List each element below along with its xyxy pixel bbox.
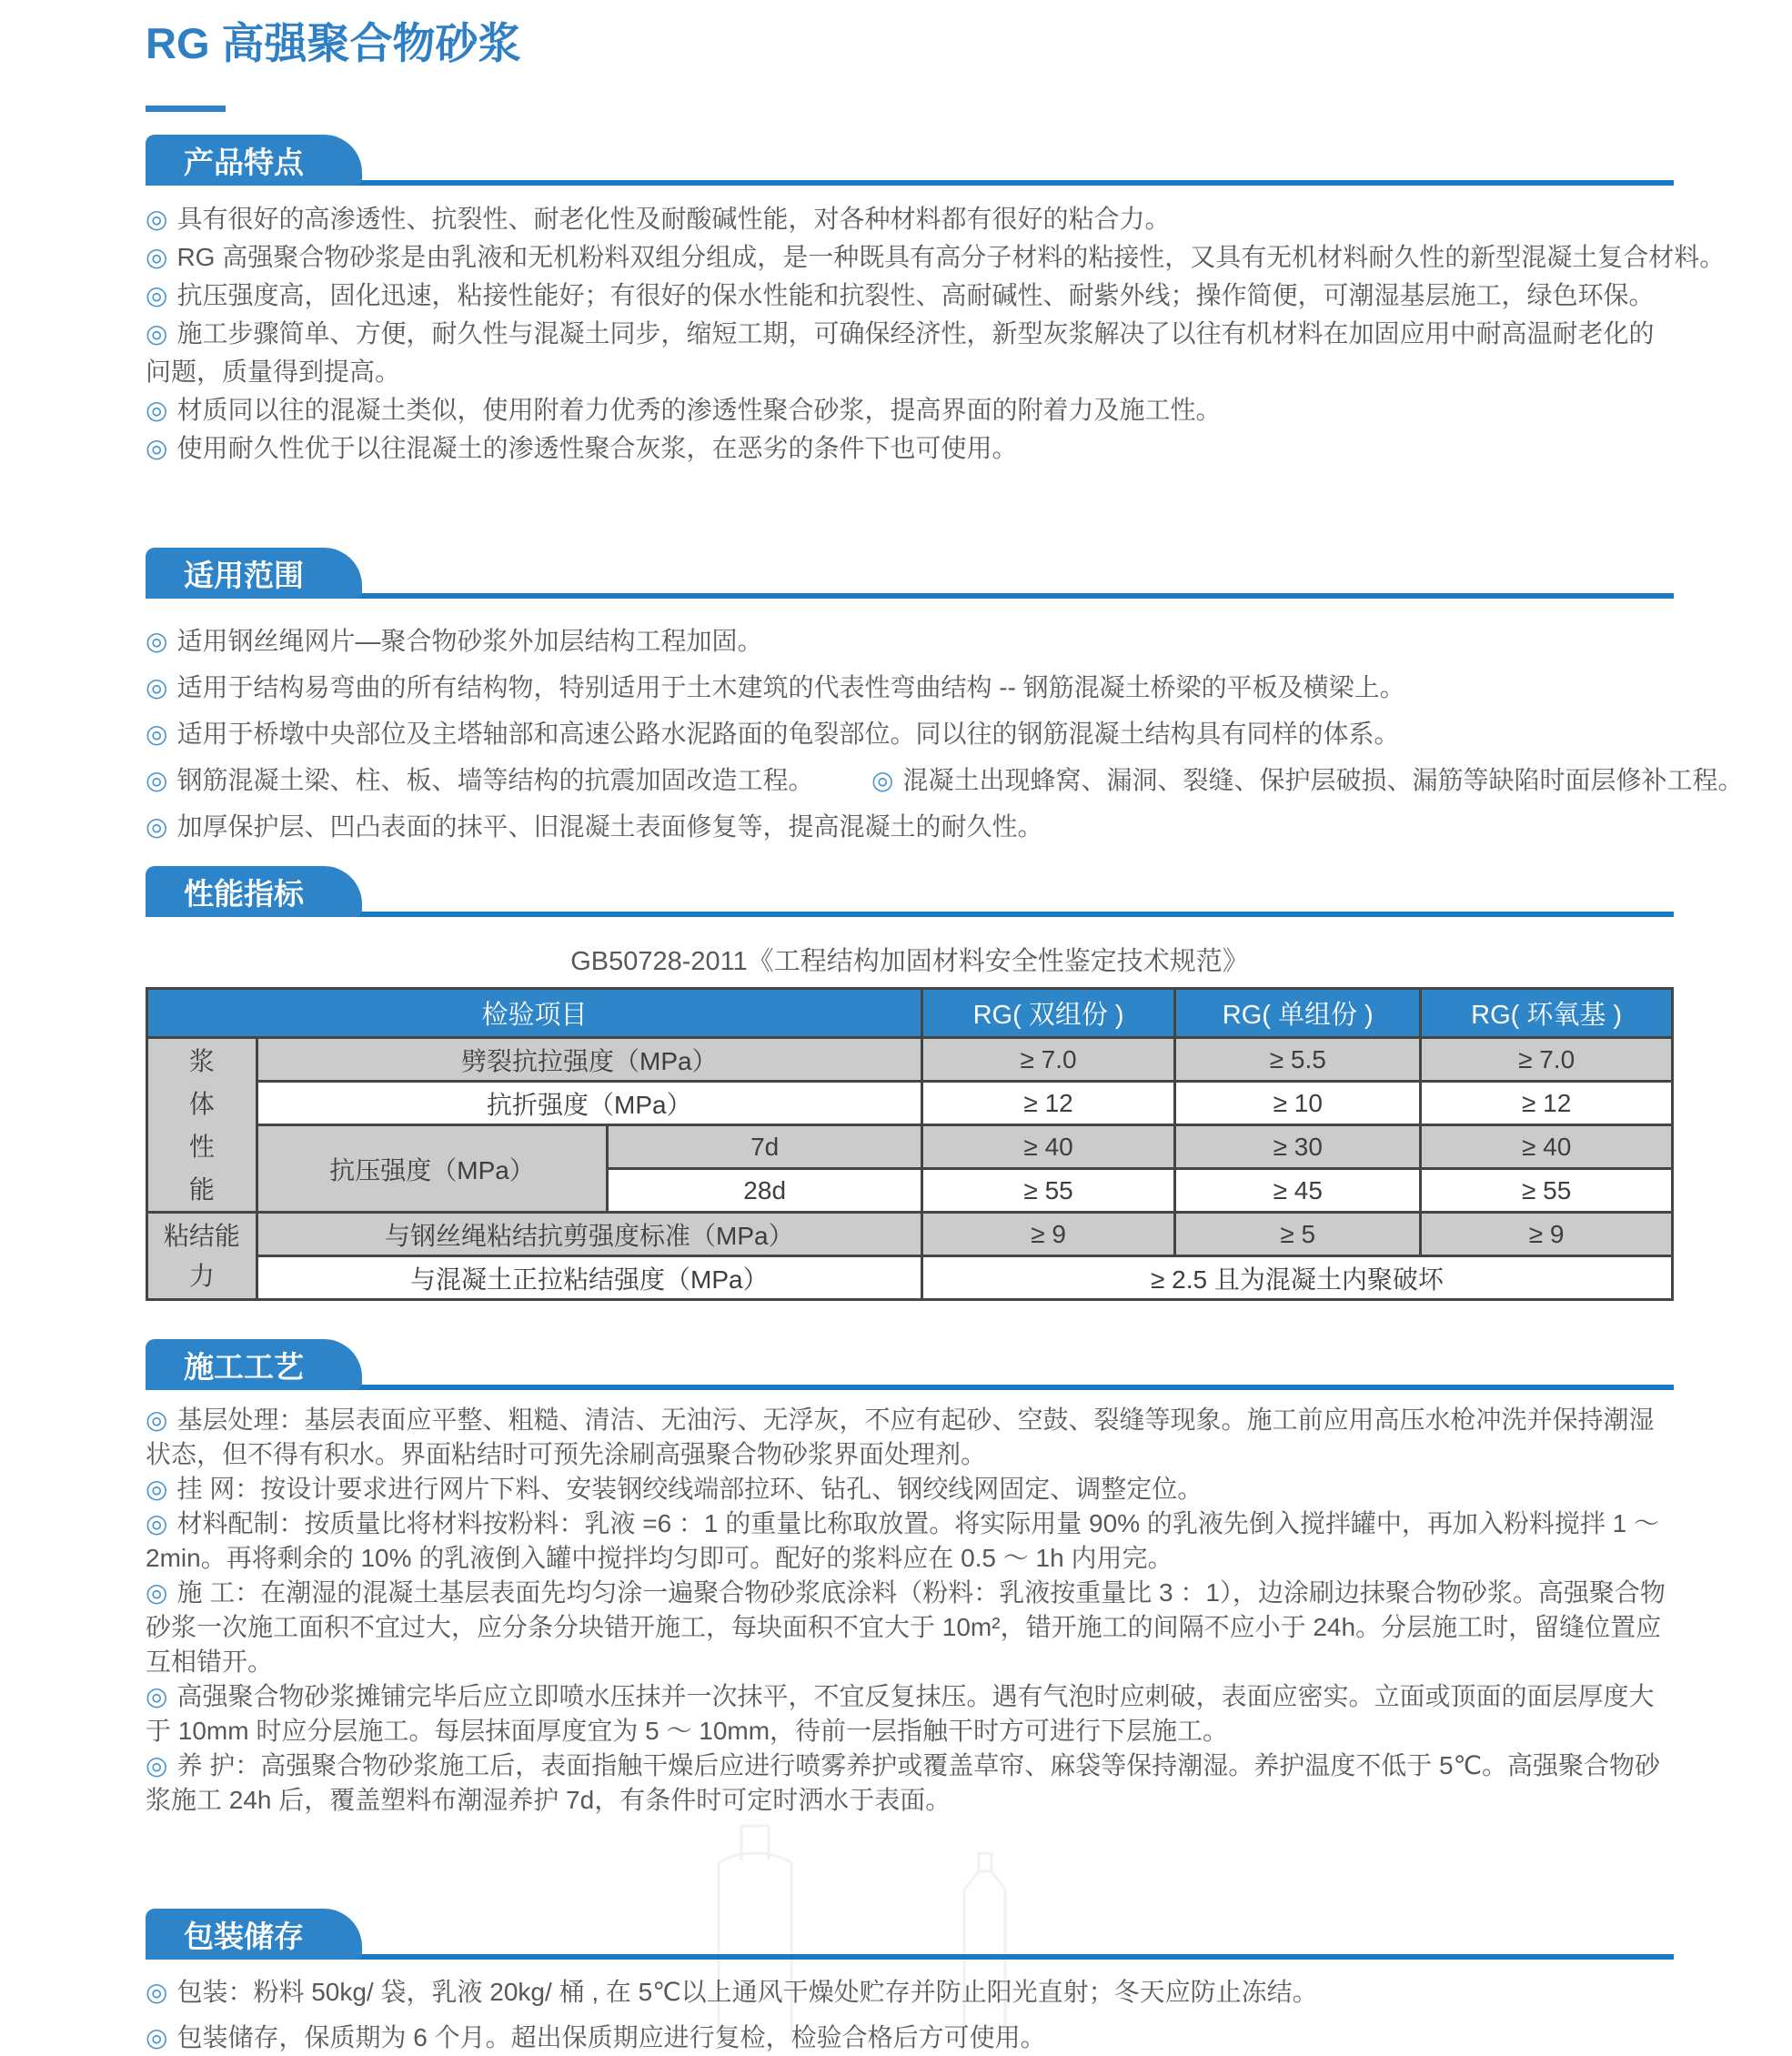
row-sublabel: 7d <box>608 1125 921 1169</box>
table-header-rg-dual: RG( 双组份 ) <box>921 989 1174 1038</box>
table-cell: ≥ 5 <box>1175 1213 1421 1256</box>
section-header-performance <box>146 866 1674 917</box>
feature-text: 使用耐久性优于以往混凝土的渗透性聚合灰浆，在恶劣的条件下也可使用。 <box>176 434 1018 462</box>
scope-item <box>146 808 1674 846</box>
storage-list <box>146 1974 1674 2056</box>
scope-text: 适用钢丝绳网片—聚合物砂浆外加层结构工程加固。 <box>176 627 763 655</box>
bullet-icon: ◎ <box>146 281 168 309</box>
performance-table <box>146 987 1674 1301</box>
group-label-paste: 浆体性能 <box>147 1038 257 1213</box>
process-text: 高强聚合物砂浆摊铺完毕后应立即喷水压抹并一次抹平，不宜反复抹压。遇有气泡时应刺破，表面应密实。立面或顶面的面层厚度大于 10mm 时应分层施工。每层抹面厚度宜为 5 ～ 10mm，待前一层指触干时方可进行下层施工。 <box>146 1682 1655 1745</box>
process-list <box>146 1403 1674 1818</box>
table-cell: ≥ 30 <box>1175 1125 1421 1169</box>
feature-text: 具有很好的高渗透性、抗裂性、耐老化性及耐酸碱性能，对各种材料都有很好的粘合力。 <box>176 205 1171 233</box>
process-item <box>146 1472 1674 1507</box>
section-badge-process: 施工工艺 <box>146 1339 362 1390</box>
scope-item <box>146 715 1674 753</box>
section-badge-scope: 适用范围 <box>146 548 362 599</box>
process-text: 材料配制：按质量比将材料按粉料：乳液 =6 ：1 的重量比称取放置。将实际用量 90% 的乳液先倒入搅拌罐中，再加入粉料搅拌 1 ～ 2min。再将剩余的 10% 的乳液倒入罐中搅拌均匀即可。配好的浆料应在 0.5 ～ 1h 内用完。 <box>146 1509 1660 1572</box>
feature-text: 抗压强度高，固化迅速，粘接性能好；有很好的保水性能和抗裂性、高耐碱性、耐紫外线；操作简便，可潮湿基层施工，绿色环保。 <box>176 281 1655 309</box>
feature-item <box>146 315 1674 391</box>
feature-item <box>146 391 1674 429</box>
table-cell: ≥ 7.0 <box>921 1038 1174 1082</box>
table-row <box>147 1213 1673 1256</box>
table-cell: ≥ 45 <box>1175 1169 1421 1213</box>
bullet-icon: ◎ <box>146 243 168 271</box>
page <box>0 20 1792 2056</box>
page-title: RG 高强聚合物砂浆 <box>146 19 521 67</box>
bullet-icon: ◎ <box>146 1475 168 1503</box>
scope-text: 钢筋混凝土梁、柱、板、墙等结构的抗震加固改造工程。 <box>176 766 814 794</box>
table-cell: ≥ 40 <box>921 1125 1174 1169</box>
row-label: 与钢丝绳粘结抗剪强度标准（MPa） <box>257 1213 921 1256</box>
section-header-storage <box>146 1909 1674 1960</box>
scope-item-dual <box>146 761 1744 800</box>
feature-text: 材质同以往的混凝土类似，使用附着力优秀的渗透性聚合砂浆，提高界面的附着力及施工性。 <box>176 396 1222 424</box>
section-badge-performance: 性能指标 <box>146 866 362 917</box>
table-cell: ≥ 9 <box>1421 1213 1673 1256</box>
title-underline <box>146 106 226 112</box>
table-cell: ≥ 9 <box>921 1213 1174 1256</box>
table-row <box>147 1038 1673 1082</box>
section-header-scope <box>146 548 1674 599</box>
bullet-icon: ◎ <box>146 1682 168 1710</box>
bullet-icon: ◎ <box>146 205 168 233</box>
scope-text: 加厚保护层、凹凸表面的抹平、旧混凝土表面修复等，提高混凝土的耐久性。 <box>176 812 1043 841</box>
row-label: 与混凝土正拉粘结强度（MPa） <box>257 1256 921 1300</box>
feature-item <box>146 277 1674 315</box>
feature-item <box>146 429 1674 468</box>
table-cell: ≥ 12 <box>1421 1082 1673 1125</box>
process-text: 养 护：高强聚合物砂浆施工后，表面指触干燥后应进行喷雾养护或覆盖草帘、麻袋等保持潮湿。养护温度不低于 5℃。高强聚合物砂浆施工 24h 后，覆盖塑料布潮湿养护 7d，有条件时可定时洒水于表面。 <box>146 1751 1661 1814</box>
scope-text: 适用于桥墩中央部位及主塔轴部和高速公路水泥路面的龟裂部位。同以往的钢筋混凝土结构具有同样的体系。 <box>176 720 1400 748</box>
row-label: 抗折强度（MPa） <box>257 1082 921 1125</box>
process-text: 基层处理：基层表面应平整、粗糙、清洁、无油污、无浮灰，不应有起砂、空鼓、裂缝等现象。施工前应用高压水枪冲洗并保持潮湿状态，但不得有积水。界面粘结时可预先涂刷高强聚合物砂浆界面处理剂。 <box>146 1406 1655 1468</box>
scope-text: 混凝土出现蜂窝、漏洞、裂缝、保护层破损、漏筋等缺陷时面层修补工程。 <box>902 766 1744 794</box>
feature-text: 施工步骤简单、方便，耐久性与混凝土同步，缩短工期，可确保经济性，新型灰浆解决了以往有机材料在加固应用中耐高温耐老化的问题，质量得到提高。 <box>146 319 1655 386</box>
bullet-icon: ◎ <box>146 812 168 841</box>
table-cell: ≥ 55 <box>1421 1169 1673 1213</box>
section-header-features <box>146 135 1674 186</box>
table-cell: ≥ 10 <box>1175 1082 1421 1125</box>
table-cell: ≥ 40 <box>1421 1125 1673 1169</box>
group-label-bond: 粘结能力 <box>147 1213 257 1300</box>
process-text: 施 工：在潮湿的混凝土基层表面先均匀涂一遍聚合物砂浆底涂料（粉料：乳液按重量比 3 ：1），边涂刷边抹聚合物砂浆。高强聚合物砂浆一次施工面积不宜过大，应分条分块错开施工，每块面积不宜大于 10m²，错开施工的间隔不应小于 24h。分层施工时，留缝位置应互相错开。 <box>146 1578 1666 1676</box>
table-header-rg-epoxy: RG( 环氧基 ) <box>1421 989 1673 1038</box>
process-item <box>146 1576 1674 1679</box>
features-list <box>146 200 1726 468</box>
table-cell: ≥ 12 <box>921 1082 1174 1125</box>
feature-item <box>146 238 1726 277</box>
bullet-icon: ◎ <box>146 1978 168 2006</box>
table-cell: ≥ 7.0 <box>1421 1038 1673 1082</box>
scope-text: 适用于结构易弯曲的所有结构物，特别适用于土木建筑的代表性弯曲结构 -- 钢筋混凝土桥梁的平板及横梁上。 <box>176 673 1405 701</box>
bullet-icon: ◎ <box>146 1751 168 1779</box>
section-badge-storage: 包装储存 <box>146 1909 362 1960</box>
storage-item <box>146 2020 1674 2056</box>
scope-item <box>146 669 1674 707</box>
storage-text: 包装：粉料 50kg/ 袋，乳液 20kg/ 桶 , 在 5℃以上通风干燥处贮存并防止阳光直射；冬天应防止冻结。 <box>176 1978 1318 2006</box>
row-label: 劈裂抗拉强度（MPa） <box>257 1038 921 1082</box>
process-text: 挂 网：按设计要求进行网片下料、安装钢绞线端部拉环、钻孔、钢绞线网固定、调整定位。 <box>176 1475 1203 1503</box>
process-item <box>146 1507 1674 1576</box>
table-header-item: 检验项目 <box>147 989 922 1038</box>
process-item <box>146 1403 1674 1472</box>
bullet-icon: ◎ <box>146 627 168 655</box>
scope-item <box>146 622 1674 660</box>
bullet-icon: ◎ <box>146 319 168 348</box>
row-sublabel: 28d <box>608 1169 921 1213</box>
row-label: 抗压强度（MPa） <box>257 1125 608 1213</box>
table-row <box>147 1082 1673 1125</box>
table-cell-span: ≥ 2.5 且为混凝土内聚破坏 <box>921 1256 1672 1300</box>
bullet-icon: ◎ <box>146 766 168 794</box>
feature-item <box>146 200 1674 238</box>
section-badge-features: 产品特点 <box>146 135 362 186</box>
bullet-icon: ◎ <box>146 720 168 748</box>
bullet-icon: ◎ <box>146 1406 168 1434</box>
table-cell: ≥ 55 <box>921 1169 1174 1213</box>
bullet-icon: ◎ <box>146 673 168 701</box>
table-row <box>147 1125 1673 1169</box>
bullet-icon: ◎ <box>146 396 168 424</box>
table-cell: ≥ 5.5 <box>1175 1038 1421 1082</box>
table-row <box>147 1256 1673 1300</box>
bullet-icon: ◎ <box>146 2023 168 2051</box>
storage-text: 包装储存，保质期为 6 个月。超出保质期应进行复检，检验合格后方可使用。 <box>176 2023 1046 2051</box>
storage-item <box>146 1974 1674 2011</box>
bullet-icon: ◎ <box>146 434 168 462</box>
table-header-rg-single: RG( 单组份 ) <box>1175 989 1421 1038</box>
scope-list <box>146 622 1744 846</box>
process-item <box>146 1679 1674 1749</box>
table-header-row <box>147 989 1673 1038</box>
bullet-icon: ◎ <box>871 766 894 794</box>
table-caption: GB50728-2011《工程结构加固材料安全性鉴定技术规范》 <box>570 947 1249 976</box>
scope-item-second <box>871 761 1743 800</box>
bullet-icon: ◎ <box>146 1509 168 1537</box>
feature-text: RG 高强聚合物砂浆是由乳液和无机粉料双组分组成，是一种既具有高分子材料的粘接性，又具有无机材料耐久性的新型混凝土复合材料。 <box>176 243 1726 271</box>
bullet-icon: ◎ <box>146 1578 168 1607</box>
section-header-process <box>146 1339 1674 1390</box>
process-item <box>146 1749 1674 1818</box>
